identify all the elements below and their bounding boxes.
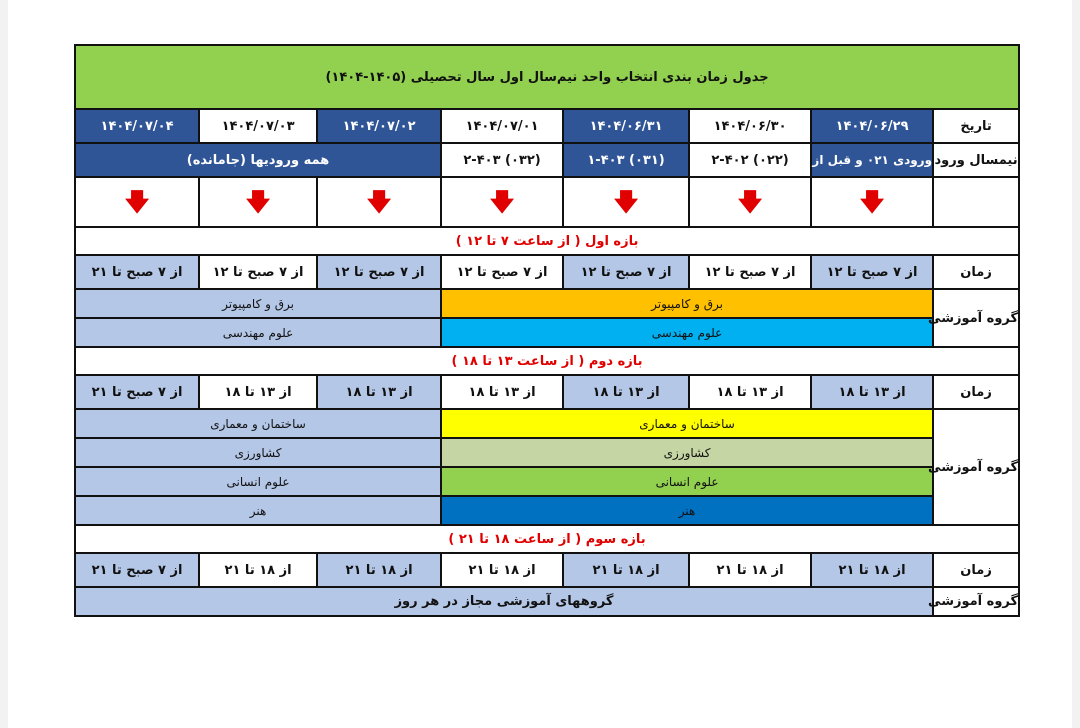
group-label: گروه آموزشی [933,289,1019,347]
all-groups-cell: گروههای آموزشی مجاز در هر روز [75,587,933,616]
band2-time-row [75,375,1019,409]
group-label: گروه آموزشی [933,587,1019,616]
down-arrow-icon: 🡇 [563,177,689,227]
arrow-row [75,177,1019,227]
date-cell: ۱۴۰۴/۰۶/۳۰ [689,109,811,143]
time-cell: از ۱۳ تا ۱۸ [689,375,811,409]
time-cell: از ۷ صبح تا ۲۱ [75,255,199,289]
date-row [75,109,1019,143]
entry-cell: (۰۲۲) ۲-۴۰۲ [689,143,811,177]
group-cell: برق و کامپیوتر [441,289,933,318]
date-cell: ۱۴۰۴/۰۷/۰۴ [75,109,199,143]
down-arrow-icon: 🡇 [317,177,441,227]
date-label: تاریخ [933,109,1019,143]
time-cell: از ۱۸ تا ۲۱ [689,553,811,587]
time-label: زمان [933,255,1019,289]
band1-time-row [75,255,1019,289]
time-cell: از ۷ صبح تا ۱۲ [199,255,317,289]
down-arrow-icon: 🡇 [689,177,811,227]
schedule-title: جدول زمان بندی انتخاب واحد نیم‌سال اول سال تحصیلی (۱۴۰۵-۱۴۰۴) [75,45,1019,109]
time-cell: از ۱۳ تا ۱۸ [317,375,441,409]
entry-cell-all: همه ورودیها (جامانده) [75,143,441,177]
group-cell: علوم مهندسی [75,318,441,347]
time-cell: از ۱۳ تا ۱۸ [199,375,317,409]
group-cell: علوم مهندسی [441,318,933,347]
group-cell: برق و کامپیوتر [75,289,441,318]
time-label: زمان [933,553,1019,587]
group-cell: علوم انسانی [441,467,933,496]
time-cell: از ۱۸ تا ۲۱ [441,553,563,587]
time-cell: از ۱۳ تا ۱۸ [811,375,933,409]
down-arrow-icon: 🡇 [75,177,199,227]
date-cell: ۱۴۰۴/۰۶/۳۱ [563,109,689,143]
time-cell: از ۷ صبح تا ۱۲ [317,255,441,289]
date-cell: ۱۴۰۴/۰۷/۰۱ [441,109,563,143]
time-label: زمان [933,375,1019,409]
time-cell: از ۱۸ تا ۲۱ [199,553,317,587]
band2-title: بازه دوم ( از ساعت ۱۳ تا ۱۸ ) [75,347,1019,375]
down-arrow-icon: 🡇 [441,177,563,227]
date-cell: ۱۴۰۴/۰۷/۰۳ [199,109,317,143]
down-arrow-icon: 🡇 [199,177,317,227]
group-cell: هنر [441,496,933,525]
group-cell: کشاورزی [441,438,933,467]
entry-cell: ورودی ۰۲۱ و قبل از آن [811,143,933,177]
group-label: گروه آموزشی [933,409,1019,525]
time-cell: از ۷ صبح تا ۱۲ [441,255,563,289]
group-cell: علوم انسانی [75,467,441,496]
down-arrow-icon: 🡇 [811,177,933,227]
time-cell: از ۱۸ تا ۲۱ [317,553,441,587]
entry-cell: (۰۳۲) ۲-۴۰۳ [441,143,563,177]
schedule-table [74,44,1020,617]
band3-time-row [75,553,1019,587]
band1-title: بازه اول ( از ساعت ۷ تا ۱۲ ) [75,227,1019,255]
time-cell: از ۱۸ تا ۲۱ [811,553,933,587]
time-cell: از ۷ صبح تا ۱۲ [811,255,933,289]
time-cell: از ۱۳ تا ۱۸ [441,375,563,409]
group-cell: ساختمان و معماری [75,409,441,438]
time-cell: از ۱۳ تا ۱۸ [563,375,689,409]
group-cell: ساختمان و معماری [441,409,933,438]
date-cell: ۱۴۰۴/۰۷/۰۲ [317,109,441,143]
time-cell: از ۱۸ تا ۲۱ [563,553,689,587]
date-cell: ۱۴۰۴/۰۶/۲۹ [811,109,933,143]
time-cell: از ۷ صبح تا ۲۱ [75,553,199,587]
group-cell: کشاورزی [75,438,441,467]
band3-title: بازه سوم ( از ساعت ۱۸ تا ۲۱ ) [75,525,1019,553]
group-cell: هنر [75,496,441,525]
time-cell: از ۷ صبح تا ۱۲ [563,255,689,289]
entry-label: نیمسال ورود [933,143,1019,177]
time-cell: از ۷ صبح تا ۲۱ [75,375,199,409]
arrow-row-blank [933,177,1019,227]
entry-row [75,143,1019,177]
time-cell: از ۷ صبح تا ۱۲ [689,255,811,289]
document-page [8,0,1072,728]
entry-cell: (۰۳۱) ۱-۴۰۳ [563,143,689,177]
